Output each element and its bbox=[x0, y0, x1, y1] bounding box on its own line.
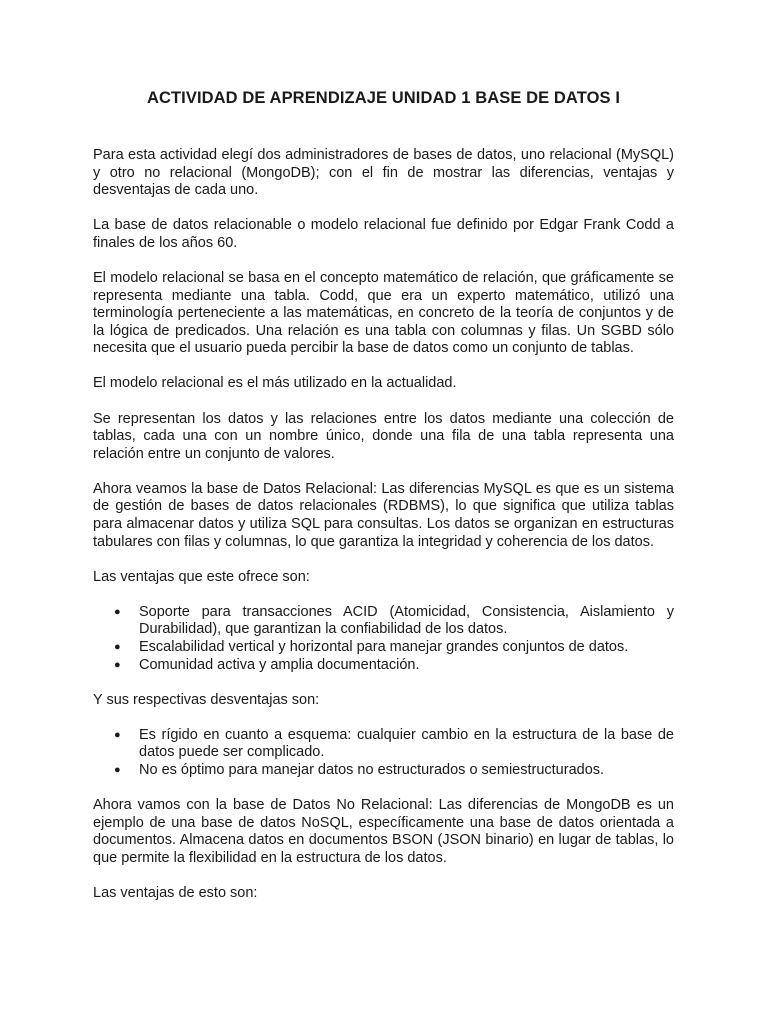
paragraph-intro: Para esta actividad elegí dos administradores de bases de datos, uno relacional (MySQL) y otro no relacional (MongoDB); con el fin de mostrar las diferencias, ventajas y desventajas de cada uno. bbox=[93, 147, 674, 199]
document-title: ACTIVIDAD DE APRENDIZAJE UNIDAD 1 BASE DE DATOS I bbox=[146, 89, 621, 107]
bullet-icon: ● bbox=[114, 658, 121, 671]
mysql-disadvantages-list bbox=[93, 727, 674, 780]
list-item bbox=[93, 604, 674, 639]
paragraph-mysql-advantages-intro: Las ventajas que este ofrece son: bbox=[93, 568, 310, 585]
bullet-icon: ● bbox=[114, 728, 121, 741]
paragraph-relational-model: El modelo relacional se basa en el concepto matemático de relación, que gráficamente se representa mediante una tabla. Codd, que era un experto matemático, utilizó una terminología perteneciente a las matemáticas, en concreto de la teoría de conjuntos y de la lógica de predicados. Una relación es una tabla con columnas y filas. Un SGBD sólo necesita que el usuario pueda percibir la base de datos como un conjunto de tablas. bbox=[93, 269, 674, 357]
bullet-icon: ● bbox=[114, 640, 121, 653]
list-item-text: Soporte para transacciones ACID (Atomicidad, Consistencia, Aislamiento y Durabilidad), que garantizan la confiabilidad de los datos. bbox=[139, 603, 674, 638]
list-item bbox=[93, 727, 674, 762]
paragraph-mongodb: Ahora vamos con la base de Datos No Relacional: Las diferencias de MongoDB es un ejemplo de una base de datos NoSQL, específicamente una base de datos orientada a documentos. Almacena datos en documentos BSON (JSON binario) en lugar de tablas, lo que permite la flexibilidad en la estructura de los datos. bbox=[93, 797, 674, 866]
paragraph-codd-definition: La base de datos relacionable o modelo relacional fue definido por Edgar Frank Codd a finales de los años 60. bbox=[93, 217, 674, 251]
bullet-icon: ● bbox=[114, 763, 121, 776]
mysql-advantages-list bbox=[93, 604, 674, 674]
list-item-text: Escalabilidad vertical y horizontal para manejar grandes conjuntos de datos. bbox=[139, 638, 629, 655]
list-item bbox=[93, 762, 674, 780]
paragraph-mongodb-advantages-intro: Las ventajas de esto son: bbox=[93, 884, 258, 901]
bullet-icon: ● bbox=[114, 605, 121, 618]
list-item-text: Comunidad activa y amplia documentación. bbox=[139, 656, 420, 673]
paragraph-mysql-disadvantages-intro: Y sus respectivas desventajas son: bbox=[93, 691, 320, 708]
paragraph-most-used: El modelo relacional es el más utilizado en la actualidad. bbox=[93, 375, 457, 392]
list-item bbox=[93, 639, 674, 657]
paragraph-mysql: Ahora veamos la base de Datos Relacional: Las diferencias MySQL es que es un sistema de gestión de bases de datos relacionales (RDBMS), lo que significa que utiliza tablas para almacenar datos y utiliza SQL para consultas. Los datos se organizan en estructuras tabulares con filas y columnas, lo que garantiza la integridad y coherencia de los datos. bbox=[93, 480, 674, 550]
list-item-text: Es rígido en cuanto a esquema: cualquier cambio en la estructura de la base de datos puede ser complicado. bbox=[139, 726, 674, 761]
paragraph-data-representation: Se representan los datos y las relaciones entre los datos mediante una colección de tablas, cada una con un nombre único, donde una fila de una tabla representa una relación entre un conjunto de valores. bbox=[93, 410, 674, 462]
list-item bbox=[93, 657, 674, 675]
list-item-text: No es óptimo para manejar datos no estructurados o semiestructurados. bbox=[139, 761, 605, 778]
